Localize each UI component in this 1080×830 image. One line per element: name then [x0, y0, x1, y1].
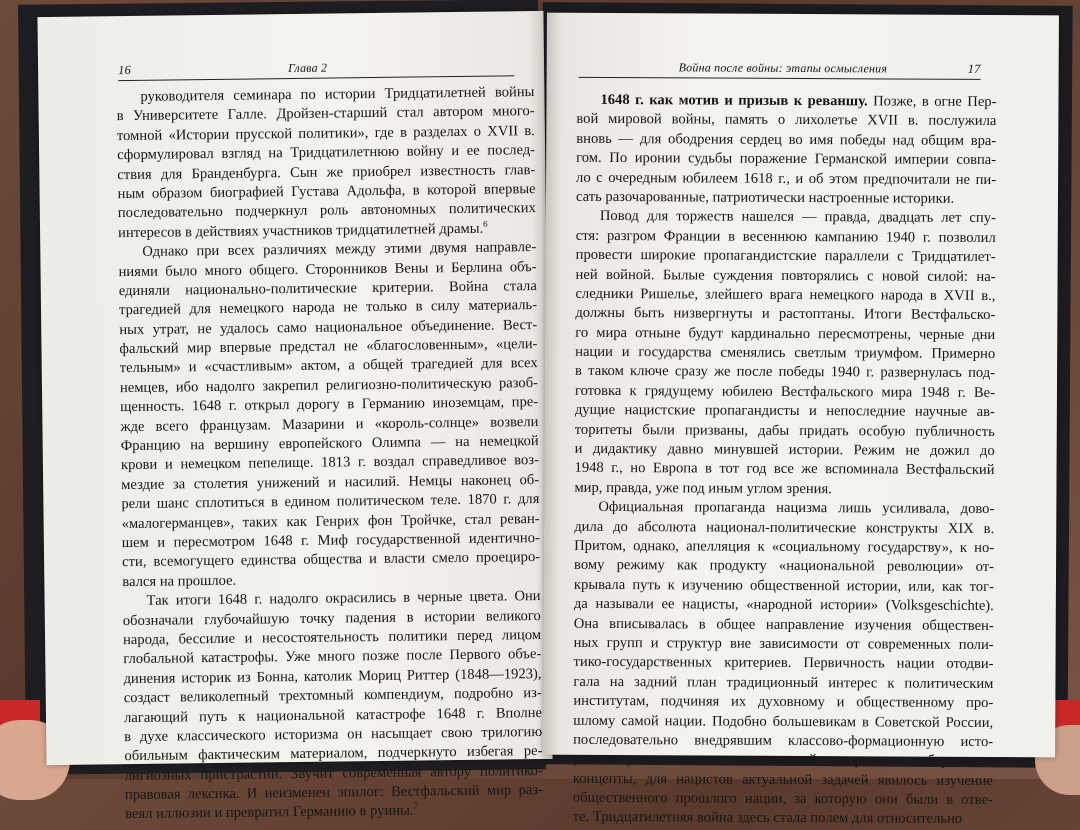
text-line: крови и немецком пепелище. 1813 г. воздал справедливое воз-: [120, 452, 540, 474]
text-line: ней войной. Былые суждения повторялись с новой силой: на-: [575, 266, 996, 285]
right-page: [543, 13, 1059, 828]
text-line: сформулировал взгляд на Тридцатилетнюю войну и ее послед-: [117, 142, 536, 164]
text-line: гом. По иронии судьбы поражение Германской империи совпа-: [576, 149, 997, 169]
text-line: в таком ключе сразу же после победы 1940 г. развернулась под-: [575, 363, 996, 382]
text-line: дущие нацистские пропагандисты и непоследние научные ав-: [574, 402, 995, 421]
text-line: шлому самой нации. Подобно большевикам в Советской России,: [573, 712, 994, 731]
page-number: 16: [118, 62, 132, 78]
text-line: и дидактику давно минувшей истории. Режим не дожил до: [574, 440, 995, 460]
text-line: Повод для торжеств нашелся — правда, двадцать лет спу-: [599, 208, 996, 227]
text-line: вновь — для ободрения сердец во имя победы над общим вра-: [576, 130, 997, 149]
text-line: Притом, однако, апелляция к «социальному государству», к но-: [574, 537, 995, 556]
text-line: последовательно внедрявшим классово-формационную исто-: [573, 731, 994, 750]
running-head: [118, 57, 514, 81]
text-line: гала на задний план традиционный интерес к политическим: [573, 673, 994, 692]
text-line: создаст великолепный трехтомный компендиум, подробно из-: [123, 685, 542, 707]
text-line: общественного прошлого нации, за которую они были в отве-: [572, 789, 993, 809]
text-line: го мира отныне будут кардинально пересмотрены, черные дни: [575, 324, 996, 343]
text-line: единяли национально-политические критерии. Война стала: [118, 277, 537, 300]
text-line: Францию на вершину европейского Олимпа — на немецкой: [120, 433, 539, 455]
text-line: вому режиму как продукту «национальной революции» от-: [574, 557, 995, 576]
section-heading: 1648 г. как мотив и призыв к реваншу.: [600, 91, 868, 110]
text-line: должны быть низвергнуты и растоптаны. Итоги Вестфальско-: [575, 305, 996, 324]
paragraph: [574, 207, 996, 500]
text-line: лагающий путь к национальной катастрофе 1648 г. Вполне: [123, 704, 543, 726]
text-line: народа, бессилие и несостоятельность политики перед лицом: [122, 626, 542, 649]
text-line: ниями было много общего. Сторонников Вены и Берлина объ-: [118, 258, 537, 280]
text-line: мир, правда, уже под иным углом зрения.: [574, 479, 832, 497]
text-line: следники Ришелье, злейшего врага немецкого народа в XVII в.,: [575, 285, 996, 304]
text-line: крывала путь к изучению общественной истории, или, как тог-: [573, 576, 994, 595]
text-line: щенность. 1648 г. открыл дорогу в Германию иноземцам, пре-: [120, 394, 539, 416]
running-title: Война после войны: этапы осмысления: [678, 60, 888, 76]
text-line: рию и уничтожавшим классический историзм и либеральные: [572, 751, 994, 770]
text-line: мездие за столетия унижений и насилий. Немцы наконец об-: [121, 471, 540, 493]
text-line: готовка к грядущему юбилею Вестфальского мира 1948 г. Ве-: [574, 382, 996, 401]
text-line: сти, всемогущего единства общества и власти смело проециро-: [122, 549, 541, 571]
text-line: фальский мир впервые предстал не «благословенным», «цели-: [119, 336, 538, 358]
text-line: динения историк из Бонна, католик Мориц Риттер (1848—1923),: [123, 665, 542, 687]
left-page: [37, 11, 552, 823]
text-line: Официальная пропаганда нацизма лишь усиливала, дово-: [598, 499, 995, 518]
text-line: ных групп и структур вне зависимости от современных поли-: [573, 634, 994, 653]
text-line: тельным» и «счастливым» актом, а общей трагедией для всех: [119, 355, 538, 377]
text-line: вой мировой войны, память о лихолетье XVII в. послужила: [576, 111, 997, 130]
text-line: рели шанс сплотиться в едином политическом теле. 1870 г. для: [121, 491, 540, 513]
text-line: концепты, для нацистов актуальной задачей явилось изучение: [572, 770, 993, 789]
text-line: правовая лексика. И неизменен эпилог: Вестфальский мир раз-: [124, 782, 544, 804]
paragraph: [122, 587, 543, 825]
text-line: вался на прошлое.: [122, 572, 237, 590]
text-line: немцев, ибо надолго закрепил религиозно-политическую разоб-: [119, 374, 539, 396]
text-line: ствия для Бранденбурга. Сын же приобрел известность глав-: [117, 161, 536, 183]
text-line: Так итоги 1648 г. надолго окрасились в черные цвета. Они: [146, 588, 541, 609]
text-line: сать разочарованные, патриотически настроенные историки.: [575, 188, 955, 207]
text-line: провести широкие пропагандистские параллели с Тридцатилет-: [575, 246, 996, 266]
text-line: обозначали глубочайшую точку падения в истории великого: [122, 607, 541, 629]
text-line: нации и государства сменялись светлым триумфом. Примерно: [575, 343, 996, 363]
text-line: ло с очередным юбилеем 1618 г., и об этом предпочитали не пи-: [576, 169, 997, 188]
text-line: руководителя семинара по истории Тридцатилетней войны: [140, 84, 535, 105]
text-line: торитеты были призваны, дабы придать особую публичность: [574, 421, 995, 440]
text-line: те. Тридцатилетняя война здесь стала полем для относительно: [572, 809, 963, 828]
text-line: томной «Истории прусской политики», где в разделах о XVII в.: [116, 122, 535, 144]
footnote-marker[interactable]: 6: [483, 218, 488, 229]
page-body: [573, 91, 997, 830]
text-line: стя: разгром Франции в весеннюю кампанию 1940 г. позволил: [575, 227, 996, 246]
text-line: да называли ее нацисты, «народной истории» (Volksgeschichte).: [573, 595, 994, 615]
text-line: веял иллюзии и превратил Германию в руины.$^7$: [125, 801, 419, 823]
text-line: в Университете Галле. Дройзен-старший стал автором много-: [116, 103, 535, 125]
paragraph: [118, 238, 540, 592]
text-line: глобальной катастрофы. Уже много позже после Первого объе-: [123, 646, 542, 668]
text-line: 1648 г. как мотив и призыв к реваншу. Позже, в огне Пер-: [600, 91, 997, 111]
paragraph: [573, 498, 995, 830]
text-line: тико-государственных критериев. Первичность нации отодви-: [573, 654, 994, 673]
text-line: последовательно подчеркнул роль автономных политических: [117, 200, 536, 222]
text-line: лигиозных пристрастий. Звучит современная автору политико-: [124, 762, 543, 784]
text-line: ных утрат, не удалось само национальное объединение. Вест-: [119, 316, 538, 338]
text-line: обильным фактическим материалом, подчеркнуто избегая ре-: [124, 743, 543, 765]
text-line: дила до абсолюта национал-политические конструкты XIX в.: [574, 518, 995, 537]
text-line: Она вписывалась в общее направление изучения обществен-: [573, 615, 994, 634]
paragraph: [116, 83, 536, 243]
text-line: ным образом биографией Густава Адольфа, в которой впервые: [117, 180, 536, 203]
text-line: «малогерманцев», таких как Генрих фон Тройчке, стал реван-: [121, 510, 540, 532]
footnote-marker[interactable]: 7: [413, 801, 419, 812]
page-body: [116, 83, 543, 825]
text-line: в духе классического историзма он насыщает свою трилогию: [124, 723, 543, 746]
text-line: трагедией для немецкого народа не только в силу материаль-: [118, 297, 538, 319]
text-line: жде всего французам. Мазарини и «король-солнце» возвели: [120, 413, 539, 435]
text-line: интересов в действиях участников тридцатилетней драмы.$^6$: [117, 218, 488, 241]
text-line: шем и пересмотром 1648 г. Миф государственной идентично-: [121, 530, 540, 552]
text-line: институтам, подчиняя их духовному и общественному про-: [573, 692, 994, 712]
paragraph: [576, 91, 997, 210]
page-number: 17: [967, 61, 981, 76]
text-line: Однако при всех различиях между этими двумя направле-: [142, 239, 537, 260]
running-head: [579, 59, 981, 80]
running-title: Глава 2: [288, 60, 328, 76]
text-line: 1948 г., но Европа в тот год все же вспоминала Вестфальский: [574, 460, 995, 479]
